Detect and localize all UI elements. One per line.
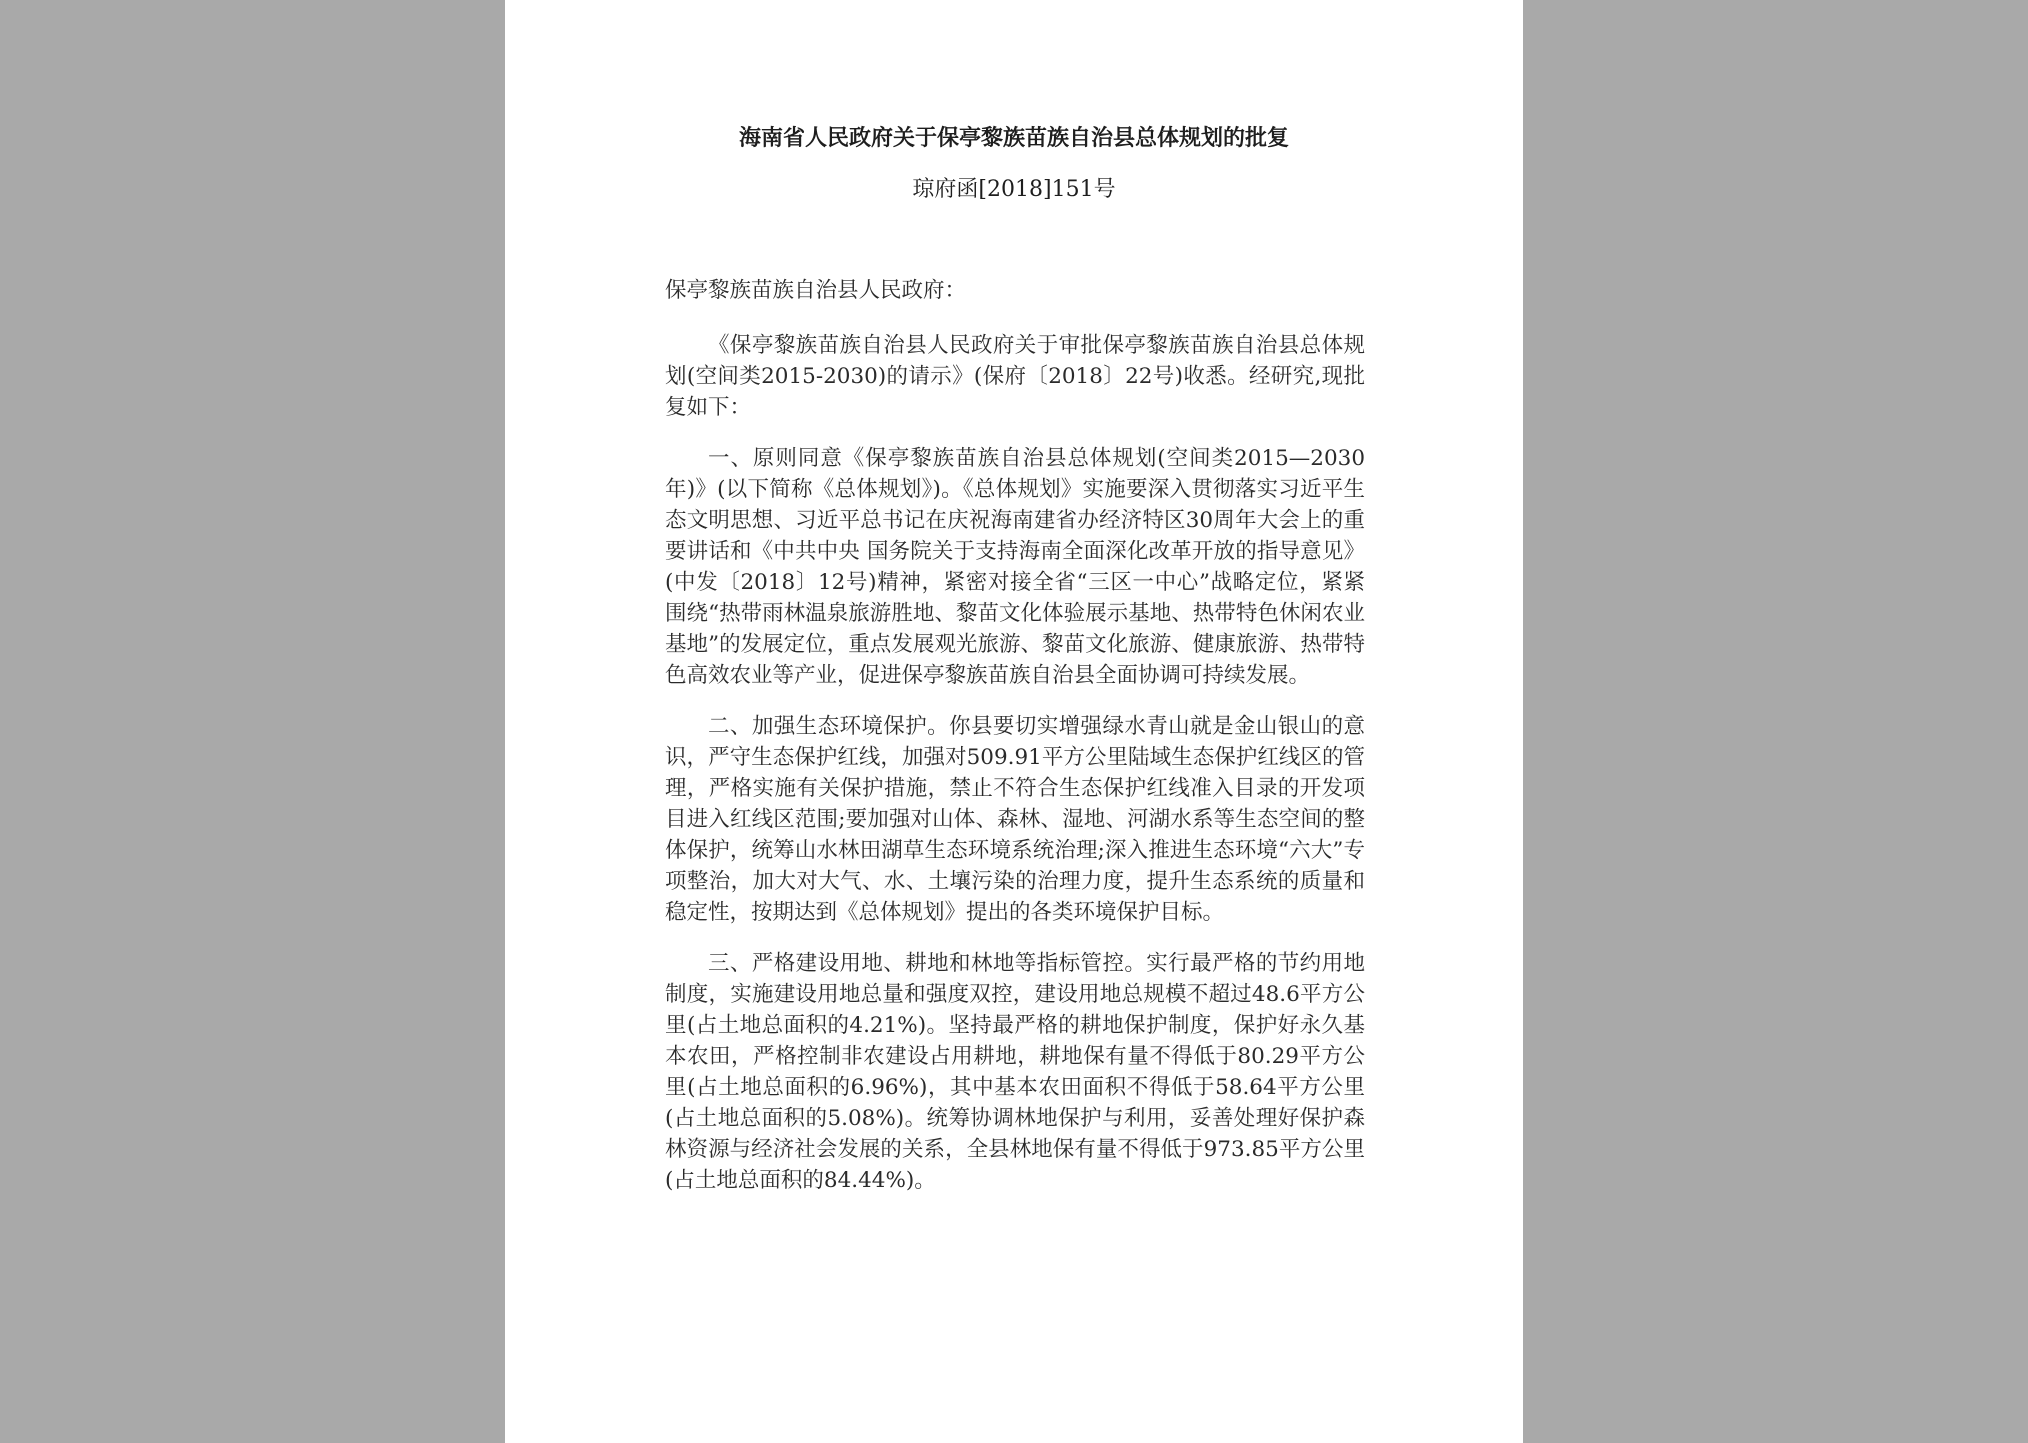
paragraph-item-1: 一、原则同意《保亭黎族苗族自治县总体规划(空间类2015—2030年)》(以下简称《总体规划》)。《总体规划》实施要深入贯彻落实习近平生态文明思想、习近平总书记在庆祝海南建省办经济特区30周年大会上的重要讲话和《中共中央 国务院关于支持海南全面深化改革开放的指导意见》(中发〔2018〕12号)精神，紧密对接全省“三区一中心”战略定位，紧紧围绕“热带雨林温泉旅游胜地、黎苗文化体验展示基地、热带特色休闲农业基地”的发展定位，重点发展观光旅游、黎苗文化旅游、健康旅游、热带特色高效农业等产业，促进保亭黎族苗族自治县全面协调可持续发展。 (665, 446, 1365, 688)
document-page (505, 0, 1523, 1443)
paragraph-item-2: 二、加强生态环境保护。你县要切实增强绿水青山就是金山银山的意识，严守生态保护红线，加强对509.91平方公里陆域生态保护红线区的管理，严格实施有关保护措施，禁止不符合生态保护红线准入目录的开发项目进入红线区范围;要加强对山体、森林、湿地、河湖水系等生态空间的整体保护，统筹山水林田湖草生态环境系统治理;深入推进生态环境“六大”专项整治，加大对大气、水、土壤污染的治理力度，提升生态系统的质量和稳定性，按期达到《总体规划》提出的各类环境保护目标。 (665, 714, 1365, 925)
salutation: 保亭黎族苗族自治县人民政府： (665, 278, 967, 303)
document-title: 海南省人民政府关于保亭黎族苗族自治县总体规划的批复 (738, 125, 1289, 151)
paragraph-item-3: 三、严格建设用地、耕地和林地等指标管控。实行最严格的节约用地制度，实施建设用地总量和强度双控，建设用地总规模不超过48.6平方公里(占土地总面积的4.21%)。坚持最严格的耕地保护制度，保护好永久基本农田，严格控制非农建设占用耕地，耕地保有量不得低于80.29平方公里(占土地总面积的6.96%)，其中基本农田面积不得低于58.64平方公里(占土地总面积的5.08%)。统筹协调林地保护与利用，妥善处理好保护森林资源与经济社会发展的关系，全县林地保有量不得低于973.85平方公里(占土地总面积的84.44%)。 (665, 951, 1365, 1193)
document-body (665, 275, 1365, 1216)
paragraph-request: 《保亭黎族苗族自治县人民政府关于审批保亭黎族苗族自治县总体规划(空间类2015-2030)的请示》(保府〔2018〕22号)收悉。经研究,现批复如下： (665, 333, 1365, 420)
document-number: 琼府函[2018]151号 (912, 177, 1116, 202)
